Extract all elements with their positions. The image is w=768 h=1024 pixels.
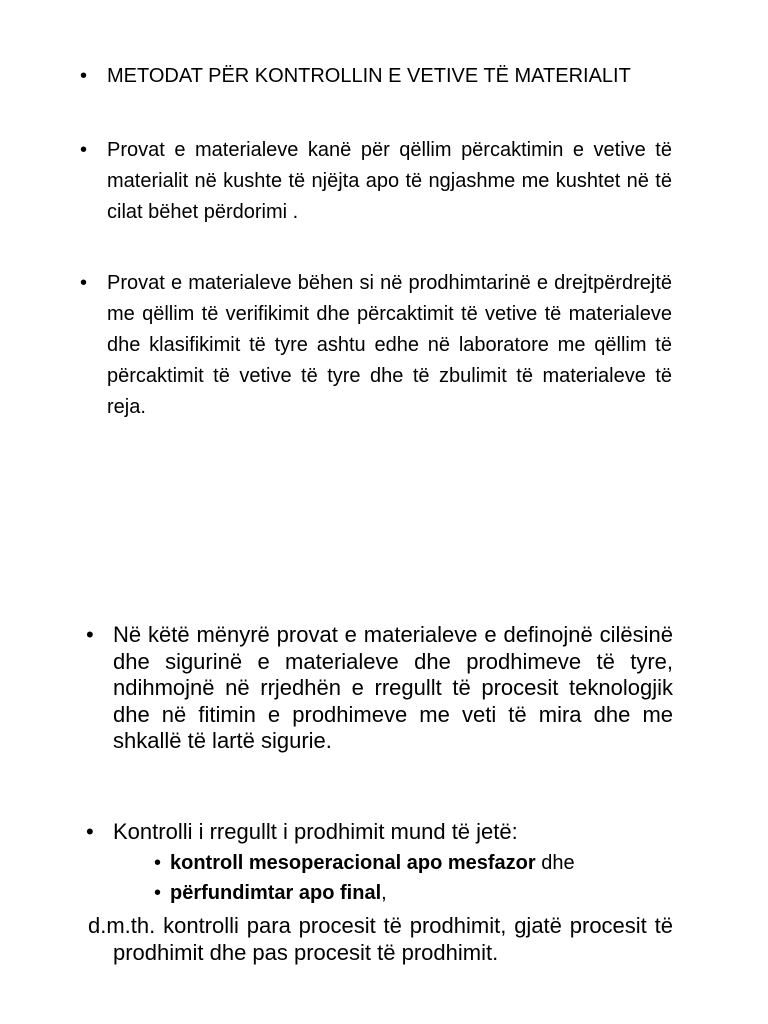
bullet-paragraph-2 [80, 268, 672, 423]
slide-heading: METODAT PËR KONTROLLIN E VETIVE TË MATERIALIT [107, 65, 631, 87]
paragraph-text: Në këtë mënyrë provat e materialeve e definojnë cilësinë dhe sigurinë e materialeve dhe prodhimeve të tyre, ndihmojnë në rrjedhën e rregullt të procesit teknologjik dhe në fitimin e prodhimeve me veti të mira dhe me shkallë të lartë sigurie. [113, 622, 673, 753]
bullet-marker: • [154, 882, 162, 904]
bullet-paragraph-1 [80, 135, 672, 228]
bullet-marker: • [80, 65, 88, 87]
sub-bullet-bold: kontroll mesoperacional apo mesfazor [170, 852, 536, 874]
sub-bullet-2 [154, 879, 674, 907]
bullet-marker: • [80, 139, 88, 161]
sub-bullet-1 [154, 849, 674, 877]
paragraph-text: Kontrolli i rregullt i prodhimit mund të jetë: [113, 819, 518, 844]
bullet-marker: • [80, 272, 88, 294]
sub-bullet-rest: dhe [535, 852, 575, 874]
bullet-marker: • [86, 622, 94, 647]
bullet-marker: • [86, 819, 94, 844]
sub-bullet-bold: përfundimtar apo final [170, 882, 382, 904]
bullet-paragraph-3 [86, 622, 673, 755]
sub-bullet-rest: , [381, 882, 387, 904]
paragraph-text: Provat e materialeve bëhen si në prodhimtarinë e drejtpërdrejtë me qëllim të verifikimit dhe përcaktimit të vetive të materialeve dhe klasifikimit të tyre ashtu edhe në laboratore me qëllim të përcaktimit të vetive të tyre dhe të zbulimit të materialeve të reja. [107, 272, 672, 418]
closing-paragraph: d.m.th. kontrolli para procesit të prodhimit, gjatë procesit të prodhimit dhe pas procesit të prodhimit. [88, 913, 673, 965]
paragraph-text: Provat e materialeve kanë për qëllim përcaktimin e vetive të materialit në kushte të njëjta apo të ngjashme me kushtet në të cilat bëhet përdorimi . [107, 139, 672, 223]
sub-bullet-text [170, 879, 674, 907]
heading-bullet [80, 62, 680, 90]
sub-bullet-text [170, 849, 674, 877]
bullet-paragraph-4 [86, 818, 673, 846]
bullet-marker: • [154, 852, 162, 874]
